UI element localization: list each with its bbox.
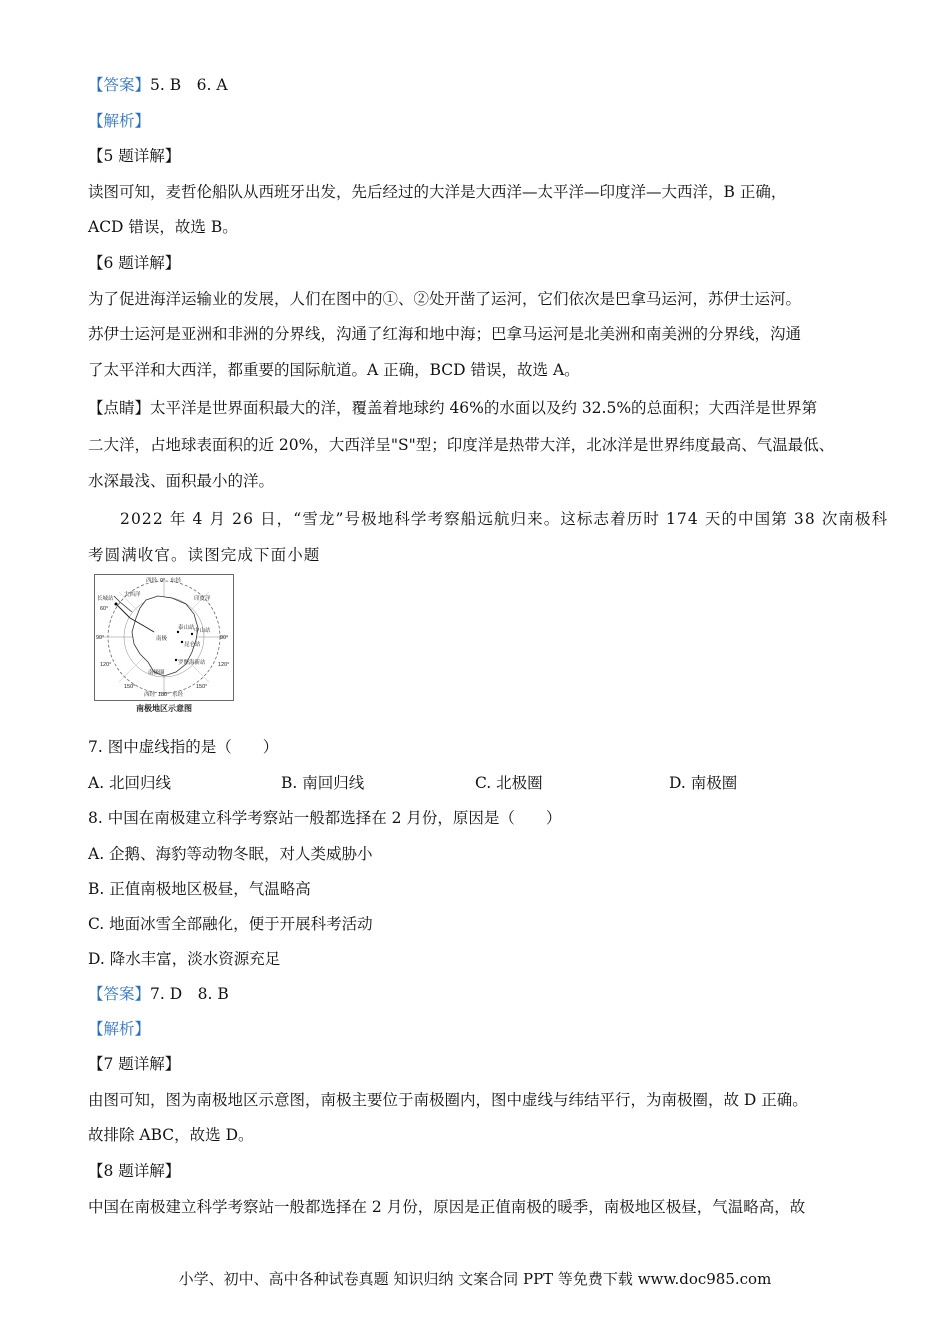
line-text: ACD 错误，故选 B。 (88, 218, 238, 236)
label-taishan: 泰山站 (178, 625, 195, 631)
line-q5h (88, 145, 180, 167)
line-jiexi2 (88, 1018, 150, 1040)
q7-option-c: C. 北极圈 (475, 774, 543, 792)
map-caption: 南极地区示意图 (136, 704, 192, 713)
line-q8D (88, 948, 280, 970)
antarctic-map-figure (94, 574, 234, 716)
line-intro1 (120, 508, 888, 530)
taishan-station-dot (177, 631, 179, 633)
line-ans78 (88, 983, 229, 1005)
section-tag: 【解析】 (88, 112, 151, 130)
label-changcheng: 长城站 (97, 596, 114, 602)
section-tag: 【答案】 (88, 985, 151, 1003)
section-tag: 【解析】 (88, 1020, 151, 1038)
q7-option-d: D. 南极圈 (669, 774, 738, 792)
line-q6c (88, 359, 580, 381)
label-120-right: 120° (218, 662, 230, 668)
line-q7a (88, 1089, 808, 1111)
label-90-right: 90° (220, 635, 229, 641)
line-q6b (88, 323, 801, 345)
label-luosi: 罗斯海新站 (178, 660, 206, 666)
label-west2: 西经 (144, 692, 156, 698)
line-q7 (88, 736, 278, 758)
kunlun-station-dot (181, 641, 183, 643)
label-kunlun: 昆仑站 (184, 642, 201, 648)
line-q6a (88, 288, 801, 310)
line-text: D. 降水丰富，淡水资源充足 (88, 950, 281, 968)
line-text: 【5 题详解】 (88, 147, 181, 165)
line-text: B. 正值南极地区极昼，气温略高 (88, 880, 311, 898)
line-text: 水深最浅、面积最小的洋。 (88, 472, 275, 490)
line-intro2 (88, 544, 320, 566)
line-text: 【7 题详解】 (88, 1055, 181, 1073)
line-text: 苏伊士运河是亚洲和非洲的分界线，沟通了红海和地中海；巴拿马运河是北美洲和南美洲的分界线，沟通 (88, 325, 802, 343)
label-150-left: 150° (124, 684, 136, 690)
line-text: 7. 图中虚线指的是（ ） (88, 738, 279, 756)
line-text: 【点睛】 (88, 399, 151, 417)
line-q6h (88, 252, 180, 274)
line-text: 二大洋，占地球表面积的近 20%，大西洋呈"S"型；印度洋是热带大洋，北冰洋是世界纬度最高、气温最低、 (88, 436, 835, 454)
line-q8B (88, 878, 311, 900)
line-q8 (88, 807, 561, 829)
footer: 小学、初中、高中各种试卷真题 知识归纳 文案合同 PPT 等免费下载 www.doc985.com (178, 1270, 772, 1288)
line-q7b (88, 1124, 254, 1146)
line-text: 故排除 ABC，故选 D。 (88, 1126, 254, 1144)
line-ans56 (88, 74, 228, 96)
label-90-left: 90° (96, 635, 105, 641)
line-text: A. 企鹅、海豹等动物冬眠，对人类威胁小 (88, 845, 373, 863)
label-atlantic: 大西洋 (124, 592, 141, 598)
line-q8C (88, 913, 373, 935)
line-text: 7. D 8. B (150, 985, 229, 1003)
line-q7h (88, 1053, 180, 1075)
line-text: 2022 年 4 月 26 日，“雪龙”号极地科学考察船远航归来。这标志着历时 174 天的中国第 38 次南极科 (120, 510, 889, 528)
line-dj2 (88, 434, 834, 456)
line-text: 5. B 6. A (150, 76, 228, 94)
label-120-left: 120° (100, 662, 112, 668)
line-text: 中国在南极建立科学考察站一般都选择在 2 月份，原因是正值南极的暖季，南极地区极昼，气温略高，故 (88, 1198, 806, 1216)
line-q5a (88, 181, 786, 203)
line-text: 由图可知，图为南极地区示意图，南极主要位于南极圈内，图中虚线与纬结平行，为南极圈，故 D 正确。 (88, 1091, 808, 1109)
luosi-station-dot (175, 659, 177, 661)
label-150-right: 150° (196, 684, 208, 690)
label-west: 西经 (146, 578, 158, 584)
q7-option-b: B. 南回归线 (281, 774, 365, 792)
line-dj3 (88, 470, 274, 492)
label-nanji: 南极 (156, 636, 168, 642)
line-q8h (88, 1160, 180, 1182)
label-zero: 0° (160, 578, 166, 584)
line-jiexi1 (88, 110, 150, 132)
label-180: 180° (158, 692, 170, 698)
line-dj1 (88, 397, 817, 419)
line-text: 了太平洋和大西洋，都重要的国际航道。A 正确，BCD 错误，故选 A。 (88, 361, 580, 379)
line-text: 【6 题详解】 (88, 254, 181, 272)
label-indian: 印度洋 (194, 596, 211, 602)
label-east2: 东经 (172, 692, 184, 698)
line-q5b (88, 216, 238, 238)
line-q8a (88, 1196, 805, 1218)
label-nanjiquan: 南极圈 (148, 670, 165, 676)
line-text: 太平洋是世界面积最大的洋，覆盖着地球约 46%的水面以及约 32.5%的总面积；大西洋是世界第 (150, 399, 818, 417)
line-text: 为了促进海洋运输业的发展，人们在图中的①、②处开凿了运河，它们依次是巴拿马运河，苏伊士运河。 (88, 290, 802, 308)
label-east: 东经 (170, 578, 182, 584)
line-text: C. 地面冰雪全部融化，便于开展科考活动 (88, 915, 373, 933)
section-tag: 【答案】 (88, 76, 151, 94)
q7-option-a: A. 北回归线 (88, 774, 172, 792)
changcheng-station-dot (115, 603, 118, 606)
zhongshan-station-dot (191, 633, 193, 635)
line-q8A (88, 843, 373, 865)
line-text: 读图可知，麦哲伦船队从西班牙出发，先后经过的大洋是大西洋—太平洋—印度洋—大西洋，B 正确， (88, 183, 787, 201)
line-text: 【8 题详解】 (88, 1162, 181, 1180)
label-zhongshan: 中山站 (194, 628, 211, 634)
line-text: 考圆满收官。读图完成下面小题 (88, 546, 321, 564)
label-lat60: 60° (100, 606, 109, 612)
line-text: 8. 中国在南极建立科学考察站一般都选择在 2 月份，原因是（ ） (88, 809, 562, 827)
